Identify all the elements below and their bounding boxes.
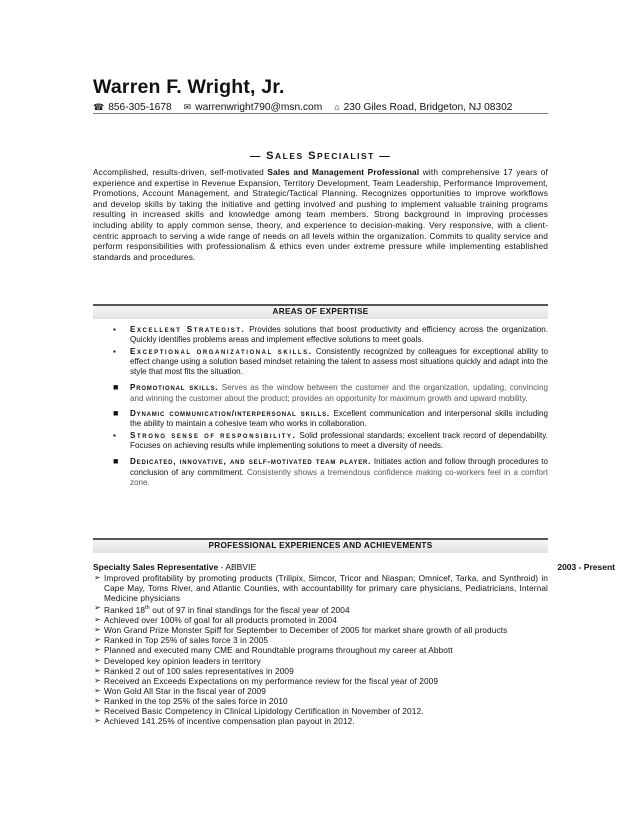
arrow-bullet-icon: ➢	[94, 705, 101, 715]
expertise-item	[93, 325, 548, 346]
title-word2-rest: PECIALIST	[316, 151, 375, 161]
contact-line	[93, 102, 548, 113]
square-bullet-icon: ■	[113, 408, 119, 419]
arrow-bullet-icon: ➢	[94, 615, 101, 625]
job-separator: -	[218, 562, 226, 572]
expertise-item-heading: Dynamic communication/interpersonal skills.	[130, 409, 330, 419]
envelope-icon: ✉	[183, 102, 192, 112]
expertise-item	[93, 431, 548, 452]
experience-section	[93, 562, 615, 572]
achievement-item	[93, 686, 548, 696]
arrow-bullet-icon: ➢	[94, 695, 101, 705]
title-word2-cap: S	[308, 150, 317, 162]
arrow-bullet-icon: ➢	[94, 573, 101, 582]
expertise-item	[93, 409, 548, 430]
expertise-item	[93, 347, 548, 378]
arrow-bullet-icon: ➢	[94, 685, 101, 695]
expertise-item-heading: Exceptional organizational skills.	[130, 346, 313, 356]
square-bullet-icon: ▪	[113, 346, 116, 356]
expertise-item	[93, 383, 548, 404]
expertise-section	[93, 325, 548, 488]
professional-title	[93, 150, 548, 162]
achievement-item	[93, 696, 548, 706]
achievement-item	[93, 676, 548, 686]
expertise-item-text: Provides solutions that boost productivity and efficiency across the organization. Quickly identifies problems areas and implement effective solutions to meet goals.	[130, 325, 548, 345]
expertise-item	[93, 457, 548, 488]
achievement-text: Developed key opinion leaders in territory	[104, 655, 261, 666]
achievement-text: Ranked 18	[104, 605, 146, 616]
square-bullet-icon: ■	[113, 382, 119, 393]
square-bullet-icon: ▪	[113, 430, 116, 440]
achievement-text: Achieved 141.25% of incentive compensation plan payout in 2012.	[104, 716, 355, 727]
job-dates: 2003 - Present	[557, 562, 615, 572]
arrow-bullet-icon: ➢	[94, 625, 101, 635]
achievement-list	[93, 573, 548, 726]
job-title: Specialty Sales Representative	[93, 562, 219, 572]
square-bullet-icon: ■	[113, 456, 119, 467]
achievement-text: Won Grand Prize Monster Spiff for September to December of 2005 for market share growth of all products	[104, 625, 508, 636]
home-icon: ⌂	[334, 102, 340, 112]
achievement-text: Ranked 2 out of 100 sales representatives in 2009	[104, 665, 294, 676]
summary-text-rest: with comprehensive 17 years of experience and expertise in Revenue Expansion, Territory Development, Team Leadership, Performance Improvement, Promotions, Account Management, and Strategic/Tactical Planning. Recognizes opportunities to improve workflows and develop skills by taking the initiative and getting involved and pushing to implement valuable training programs resulting in increased skills and knowledge among team members. Strong background in improving processes including ability to apply common sense, theory, and experience to decision-making. Very responsive, with a client-centric approach to serving a wide range of needs on all levels within the organization. Commits to quality service and perform responsibilities with professionalism & ethics even under extreme pressure while implementing established standards and procedures.	[93, 167, 548, 262]
summary-bold-title: Sales and Management Professional	[267, 167, 420, 177]
expertise-item-text: Excellent communication and interpersonal skills including the ability to maintain a cohesive team who works in collaboration.	[130, 409, 549, 429]
arrow-bullet-icon: ➢	[94, 675, 101, 685]
expertise-item-text: Consistently recognized by colleagues for exceptional ability to effect change using a solution based mindset retaining the talent to assess most situations quickly and adapt into the style that most fits the situation.	[130, 346, 548, 377]
expertise-item-note: Serves as the window between the customer and the organization, updating, convincing and winning the customer about the product; provides an opportunity for maximum growth and upward mobility.	[130, 383, 548, 403]
experience-heading: PROFESSIONAL EXPERIENCES AND ACHIEVEMENTS	[208, 541, 433, 550]
summary-text-start: Accomplished, results-driven, self-motivated	[93, 167, 268, 177]
arrow-bullet-icon: ➢	[94, 635, 101, 645]
experience-heading-band	[93, 538, 548, 553]
achievement-text: Won Gold All Star in the fiscal year of 2009	[104, 685, 266, 696]
achievement-text: Achieved over 100% of goal for all products promoted in 2004	[104, 615, 337, 626]
expertise-item-heading: Promotional skills.	[130, 383, 219, 393]
expertise-heading-band	[93, 304, 548, 319]
job-company: ABBVIE	[225, 562, 257, 572]
arrow-bullet-icon: ➢	[94, 645, 101, 655]
achievement-item	[93, 603, 548, 615]
title-word1-cap: S	[266, 150, 275, 162]
candidate-name: Warren F. Wright, Jr.	[93, 76, 285, 98]
expertise-item-note: Consistently shows a tremendous confidence making co-workers feel in a comfort zone.	[130, 467, 548, 487]
expertise-list	[93, 325, 548, 488]
achievement-item	[93, 615, 548, 625]
achievement-text: Planned and executed many CME and Roundtable programs throughout my career at Abbott	[104, 645, 453, 656]
achievement-item	[93, 645, 548, 655]
phone-icon: ☎	[93, 102, 105, 112]
job-header	[93, 562, 615, 572]
achievement-item	[93, 656, 548, 666]
expertise-item-heading: Strong sense of responsibility.	[130, 430, 297, 440]
achievement-text: Received Basic Competency in Clinical Lipidology Certification in November of 2012.	[104, 705, 424, 716]
achievement-text: Ranked in Top 25% of sales force 3 in 2005	[104, 635, 269, 646]
arrow-bullet-icon: ➢	[94, 655, 101, 665]
title-dash-left: —	[249, 150, 262, 162]
title-word1-rest: ALES	[275, 151, 304, 161]
email-address: warrenwright790@msn.com	[195, 102, 323, 113]
achievements-section	[93, 573, 548, 726]
expertise-item-heading: Dedicated, innovative, and self-motivated team player.	[130, 457, 372, 467]
achievement-item	[93, 716, 548, 726]
expertise-item-heading: Excellent Strategist.	[130, 325, 246, 334]
header-divider	[93, 113, 548, 114]
title-dash-right: —	[379, 150, 392, 162]
square-bullet-icon: ▪	[113, 325, 116, 334]
phone-number: 856-305-1678	[108, 102, 172, 113]
achievement-text: Improved profitability by promoting products (Trilipix, Simcor, Tricor and Niaspan; Omnicef, Tarka, and Synthroid) in Cape May, Toms River, and Atlantic Counties, with accountability for primary care physicians, Pediatricians, Internal Medicine physicians	[104, 573, 548, 604]
achievement-item	[93, 625, 548, 635]
achievement-item	[93, 706, 548, 716]
resume-header	[93, 76, 548, 113]
expertise-item-text: Solid professional standards; excellent track record of dependability. Focuses on achieving results while implementing solutions to meet a diversity of needs.	[130, 430, 549, 450]
arrow-bullet-icon: ➢	[94, 716, 101, 726]
achievement-item	[93, 573, 548, 603]
expertise-heading: AREAS OF EXPERTISE	[272, 307, 369, 316]
achievement-superscript: th	[145, 605, 150, 612]
achievement-item	[93, 666, 548, 676]
achievement-text: Ranked in the top 25% of the sales force in 2010	[104, 695, 288, 706]
achievement-text-rest: out of 97 in final standings for the fiscal year of 2004	[149, 605, 350, 616]
achievement-item	[93, 635, 548, 645]
arrow-bullet-icon: ➢	[94, 665, 101, 675]
street-address: 230 Giles Road, Bridgeton, NJ 08302	[343, 102, 513, 113]
achievement-text: Received an Exceeds Expectations on my performance review for the fiscal year of 2009	[104, 675, 439, 686]
arrow-bullet-icon: ➢	[94, 603, 101, 613]
professional-summary	[93, 167, 548, 262]
expertise-item-text: Initiates action and follow through procedures to conclusion of any commitment.	[130, 457, 548, 477]
